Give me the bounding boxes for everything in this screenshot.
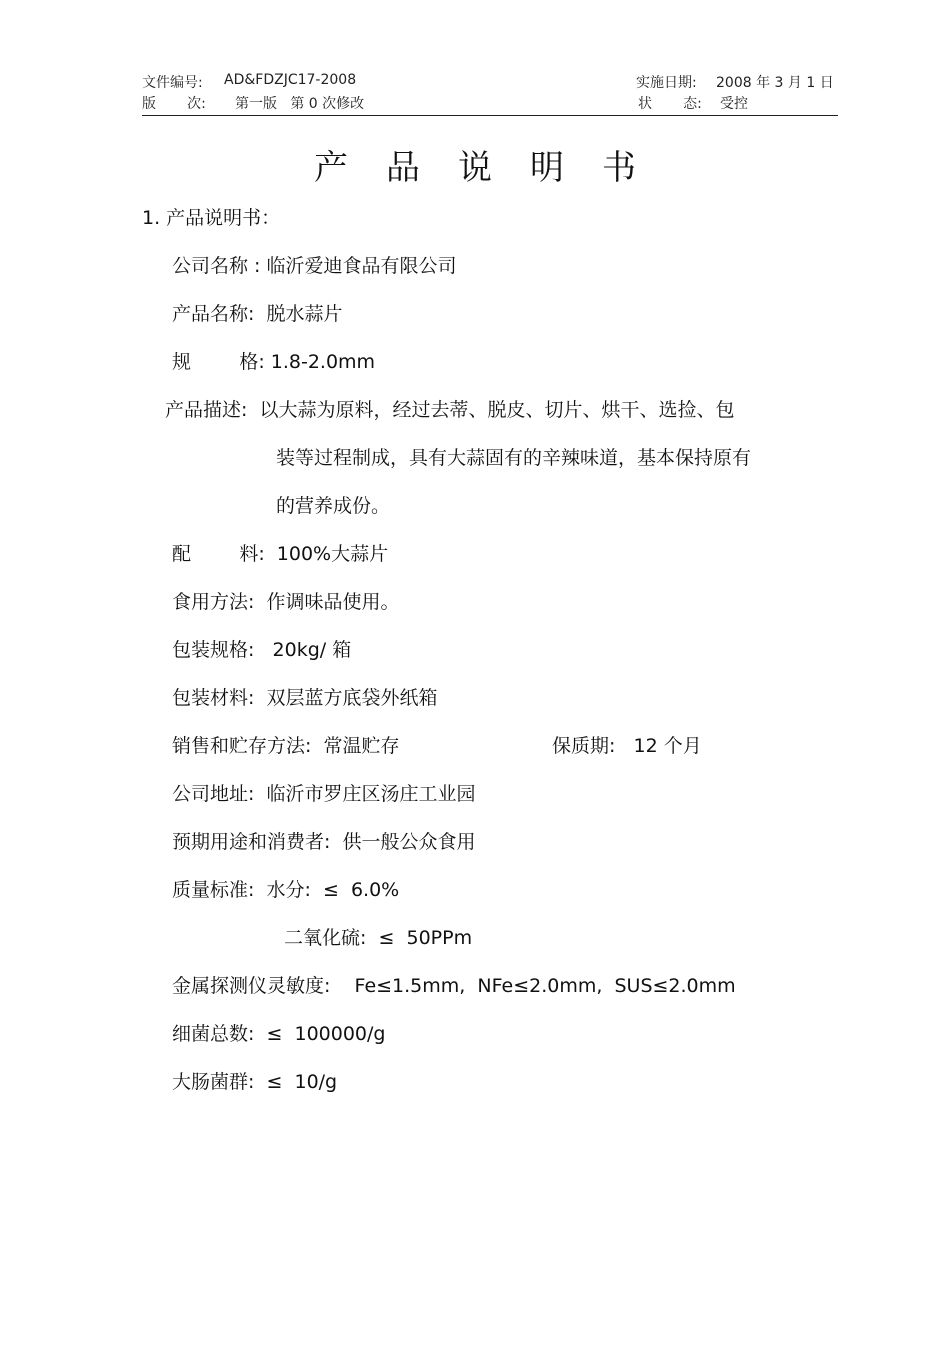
package-spec: 包装规格: 20kg/ 箱 — [172, 639, 352, 661]
quality-standard-so2: 二氧化硫: ≤ 50PPm — [284, 927, 473, 949]
status: 受控 — [720, 96, 748, 112]
ingredients: 配 料: 100%大蒜片 — [172, 543, 389, 565]
product-description-line-1: 产品描述: 以大蒜为原料，经过去蒂、脱皮、切片、烘干、选捡、包 — [165, 399, 735, 421]
quality-standard-moisture: 质量标准: 水分: ≤ 6.0% — [172, 879, 400, 901]
usage-method: 食用方法: 作调味品使用。 — [172, 591, 400, 613]
status-label: 状 态: — [638, 96, 702, 112]
header-divider — [142, 115, 838, 116]
version: 第一版 第 0 次修改 — [235, 96, 365, 112]
page-title: 产品说明书 — [314, 148, 674, 188]
coliform-group: 大肠菌群: ≤ 10/g — [172, 1071, 338, 1093]
version-label: 版 次: — [142, 96, 206, 112]
shelf-life: 保质期: 12 个月 — [552, 735, 702, 757]
product-description-line-3: 的营养成份。 — [276, 495, 391, 517]
impl-date-label: 实施日期: — [636, 75, 697, 91]
metal-detector-sensitivity: 金属探测仪灵敏度: Fe≤1.5mm, NFe≤2.0mm, SUS≤2.0mm — [172, 975, 736, 997]
total-bacteria: 细菌总数: ≤ 100000/g — [172, 1023, 386, 1045]
package-material: 包装材料: 双层蓝方底袋外纸箱 — [172, 687, 438, 709]
specification: 规 格: 1.8-2.0mm — [172, 351, 376, 373]
doc-number-label: 文件编号: — [142, 75, 203, 91]
section-heading: 1. 产品说明书： — [142, 207, 281, 229]
product-name: 产品名称: 脱水蒜片 — [172, 303, 343, 325]
intended-use: 预期用途和消费者: 供一般公众食用 — [172, 831, 476, 853]
product-description-line-2: 装等过程制成，具有大蒜固有的辛辣味道，基本保持原有 — [276, 447, 752, 469]
storage-method: 销售和贮存方法: 常温贮存 — [172, 735, 400, 757]
impl-date: 2008 年 3 月 1 日 — [716, 75, 834, 91]
company-address: 公司地址: 临沂市罗庄区汤庄工业园 — [172, 783, 476, 805]
company-name: 公司名称 : 临沂爱迪食品有限公司 — [172, 255, 457, 277]
doc-number: AD&FDZJC17-2008 — [224, 72, 357, 88]
